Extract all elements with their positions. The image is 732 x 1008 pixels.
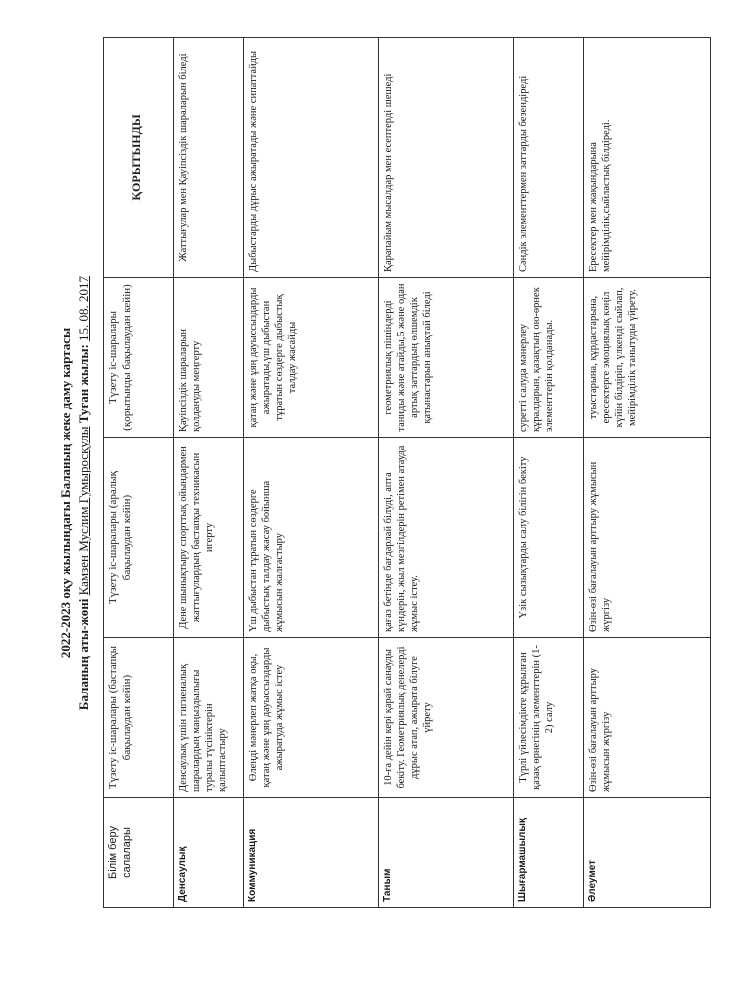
initial-cell: Өзін-өзі бағалауын арттыру жұмысын жүргізу bbox=[584, 638, 711, 798]
area-cell: Таным bbox=[379, 798, 514, 908]
area-cell: Коммуникация bbox=[244, 798, 379, 908]
interim-cell: қағаз бетінде бағдарлай білуді, апта күндерін, жыл мезгілдерін ретімен атауда жұмыс істеу. bbox=[379, 438, 514, 638]
result-cell: Ересектер мен жақындарына мейірімділік,сыйластық білдіреді. bbox=[584, 38, 711, 278]
area-cell: Әлеумет bbox=[584, 798, 711, 908]
initial-cell: 10-ға дейін кері қарай санауды бекіту. Геометриялық денелерді дұрыс атап, ажырата білуге үйрету bbox=[379, 638, 514, 798]
table-row-kommunikatsiya bbox=[244, 38, 379, 908]
column-header-area: Білім беру салалары bbox=[104, 798, 174, 908]
final-cell: Қауіпсіздік шараларын қолдануды меңгерту bbox=[174, 278, 244, 438]
birth-date: 15. 08. 2017 bbox=[76, 275, 91, 341]
table-header-row bbox=[104, 38, 174, 908]
table-row-tanym bbox=[379, 38, 514, 908]
interim-cell: Үш дыбыстан тұратын сөздерге дыбыстық талдау жасау бойынша жұмысын жалғастыру bbox=[244, 438, 379, 638]
child-name: Камзен Муслим Гумыросқулы bbox=[76, 426, 91, 596]
final-cell: туыстарына, құрдастарына, ересектерге эмоциялық көңіл күйін білдіріп, үлкенді сыйлап, мейірімділік танытуды үйрету. bbox=[584, 278, 711, 438]
table-row-aleumet bbox=[584, 38, 711, 908]
area-cell: Шығармашылық bbox=[514, 798, 584, 908]
table-row-shygarmashylyk bbox=[514, 38, 584, 908]
initial-cell: Өлеңді мәнерлеп жатқа оқы, қатаң және ұяң дауыссыздарды ажыратуда жұмыс істеу bbox=[244, 638, 379, 798]
interim-cell: Үзік сызықтарды салу білігін бекіту bbox=[514, 438, 584, 638]
birth-year-label: Туған жылы: bbox=[76, 344, 91, 424]
column-header-interim: Түзету іс-шаралары (аралық бақылаудан кейін) bbox=[104, 438, 174, 638]
result-cell: Қарапайым мысалдар мен есептерді шешеді bbox=[379, 38, 514, 278]
initial-cell: Денсаулық үшін гигиеналық шаралардың маңыздылығы туралы түсініктерін қалыптастыру bbox=[174, 638, 244, 798]
column-header-result: ҚОРЫТЫНДЫ bbox=[104, 38, 174, 278]
child-info-line bbox=[76, 48, 92, 938]
column-header-final: Түзету іс-шаралары (қорытынды бақылаудан кейін) bbox=[104, 278, 174, 438]
interim-cell: Дене шынықтыру спорттық ойындармен жаттығулардың бастапқы техникасын игерту bbox=[174, 438, 244, 638]
document-title: 2022-2023 оқу жылындағы Баланың жеке даму картасы bbox=[58, 327, 73, 659]
initial-cell: Түрлі үйлесімдікте құрылған қазақ өрнегінің элементтерін (1-2) салу bbox=[514, 638, 584, 798]
result-cell: Дыбыстарды дұрыс ажыратады және сипаттайды bbox=[244, 38, 379, 278]
development-table bbox=[103, 37, 711, 908]
final-cell: қатаң және ұяң дауыссыздарды ажыратады,үш дыбыстан тұратын сөздерге дыбыстық талдау жасайды bbox=[244, 278, 379, 438]
result-cell: Сәндік элементтермен заттарды безендіреді bbox=[514, 38, 584, 278]
final-cell: геометриялық пішіндерді таниды және атайды,5 және одан артық заттардың өлшемдік қатынастарын анықтай біледі bbox=[379, 278, 514, 438]
interim-cell: Өзін-өзі бағалауын арттыру жұмысын жүргізу bbox=[584, 438, 711, 638]
column-header-initial: Түзету іс-шаралары (бастапқы бақылаудан кейін) bbox=[104, 638, 174, 798]
area-cell: Денсаулық bbox=[174, 798, 244, 908]
table-row-denсaulyk bbox=[174, 38, 244, 908]
result-cell: Жаттығулар мен Қауіпсіздік шараларын біледі bbox=[174, 38, 244, 278]
child-name-label: Баланың аты-жөні bbox=[76, 598, 91, 711]
final-cell: суретті салуда мәнерлеу құралдарын, қазақтың ою-өрнек элементтерін қолданады. bbox=[514, 278, 584, 438]
